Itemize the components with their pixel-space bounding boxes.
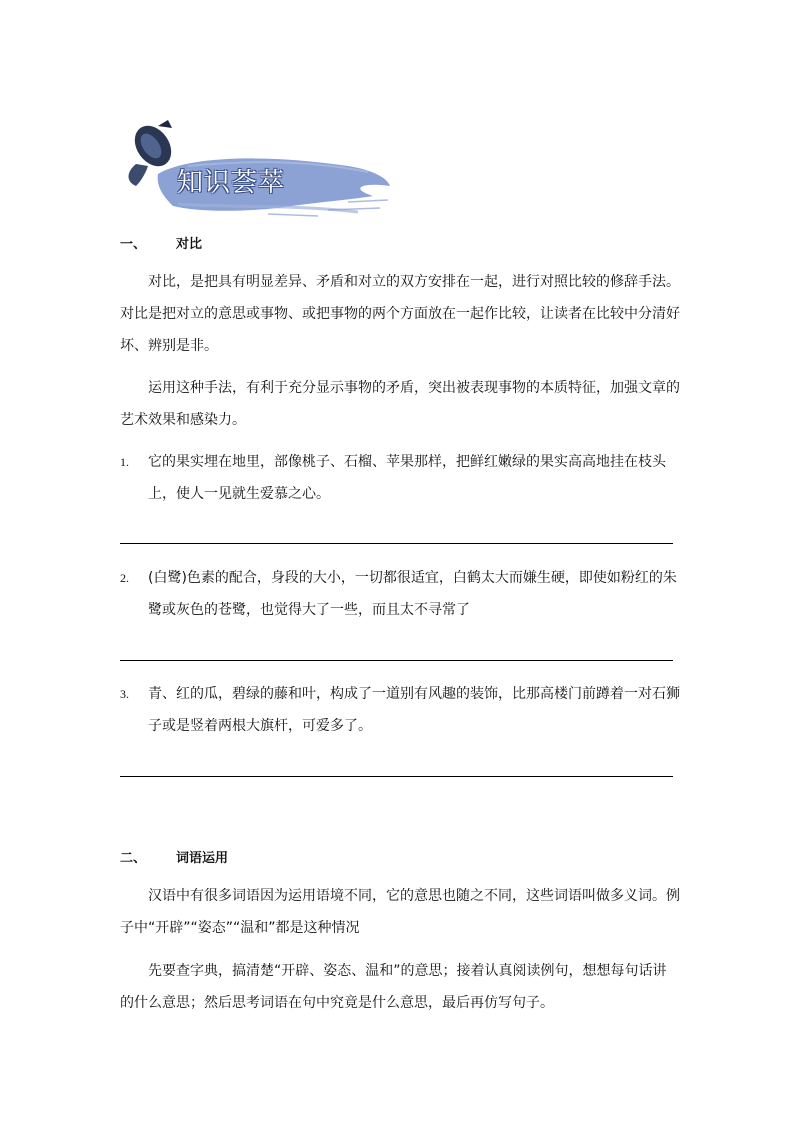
item-number: 1.	[120, 455, 129, 469]
paragraph: 对比，是把具有明显差异、矛盾和对立的双方安排在一起，进行对照比较的修辞手法。对比是把对立的意思或事物、或把事物的两个方面放在一起作比较，让读者在比较中分清好坏、辨别是非。	[120, 274, 680, 354]
answer-line	[120, 776, 673, 777]
item-text: (白鹭)色素的配合，身段的大小，一切都很适宜，白鹤太大而嫌生硬，即使如粉红的朱鹭或灰色的苍鹭，也觉得大了一些，而且太不寻常了	[148, 570, 677, 618]
example-item	[120, 562, 680, 626]
section-number: 一、	[120, 237, 147, 252]
item-text: 它的果实埋在地里，部像桃子、石榴、苹果那样，把鲜红嫩绿的果实高高地挂在枝头上，使人一见就生爱慕之心。	[148, 454, 666, 502]
paragraph: 先要查字典，搞清楚“开辟、姿态、温和”的意思；接着认真阅读例句，想想每句话讲的什么意思；然后思考词语在句中究竟是什么意思，最后再仿写句子。	[120, 963, 667, 1011]
section-number: 二、	[120, 851, 147, 866]
example-item	[120, 678, 680, 742]
example-item	[120, 446, 680, 510]
item-text: 青、红的瓜，碧绿的藤和叶，构成了一道别有风趣的装饰，比那高楼门前蹲着一对石狮子或是竖着两根大旗杆，可爱多了。	[148, 686, 680, 734]
banner-title: 知识荟萃	[177, 168, 286, 198]
section-heading-word-usage	[120, 847, 228, 866]
item-number: 3.	[120, 687, 129, 701]
answer-line	[120, 660, 673, 661]
item-number: 2.	[120, 571, 129, 585]
section-heading-contrast	[120, 233, 202, 252]
paragraph: 汉语中有很多词语因为运用语境不同，它的意思也随之不同，这些词语叫做多义词。例子中“开辟”“姿态”“温和”都是这种情况	[120, 888, 680, 936]
answer-line	[120, 543, 673, 544]
paragraph: 运用这种手法，有利于充分显示事物的矛盾，突出被表现事物的本质特征，加强文章的艺术效果和感染力。	[120, 380, 680, 428]
section-title: 对比	[176, 237, 203, 252]
section-title: 词语运用	[176, 851, 229, 866]
